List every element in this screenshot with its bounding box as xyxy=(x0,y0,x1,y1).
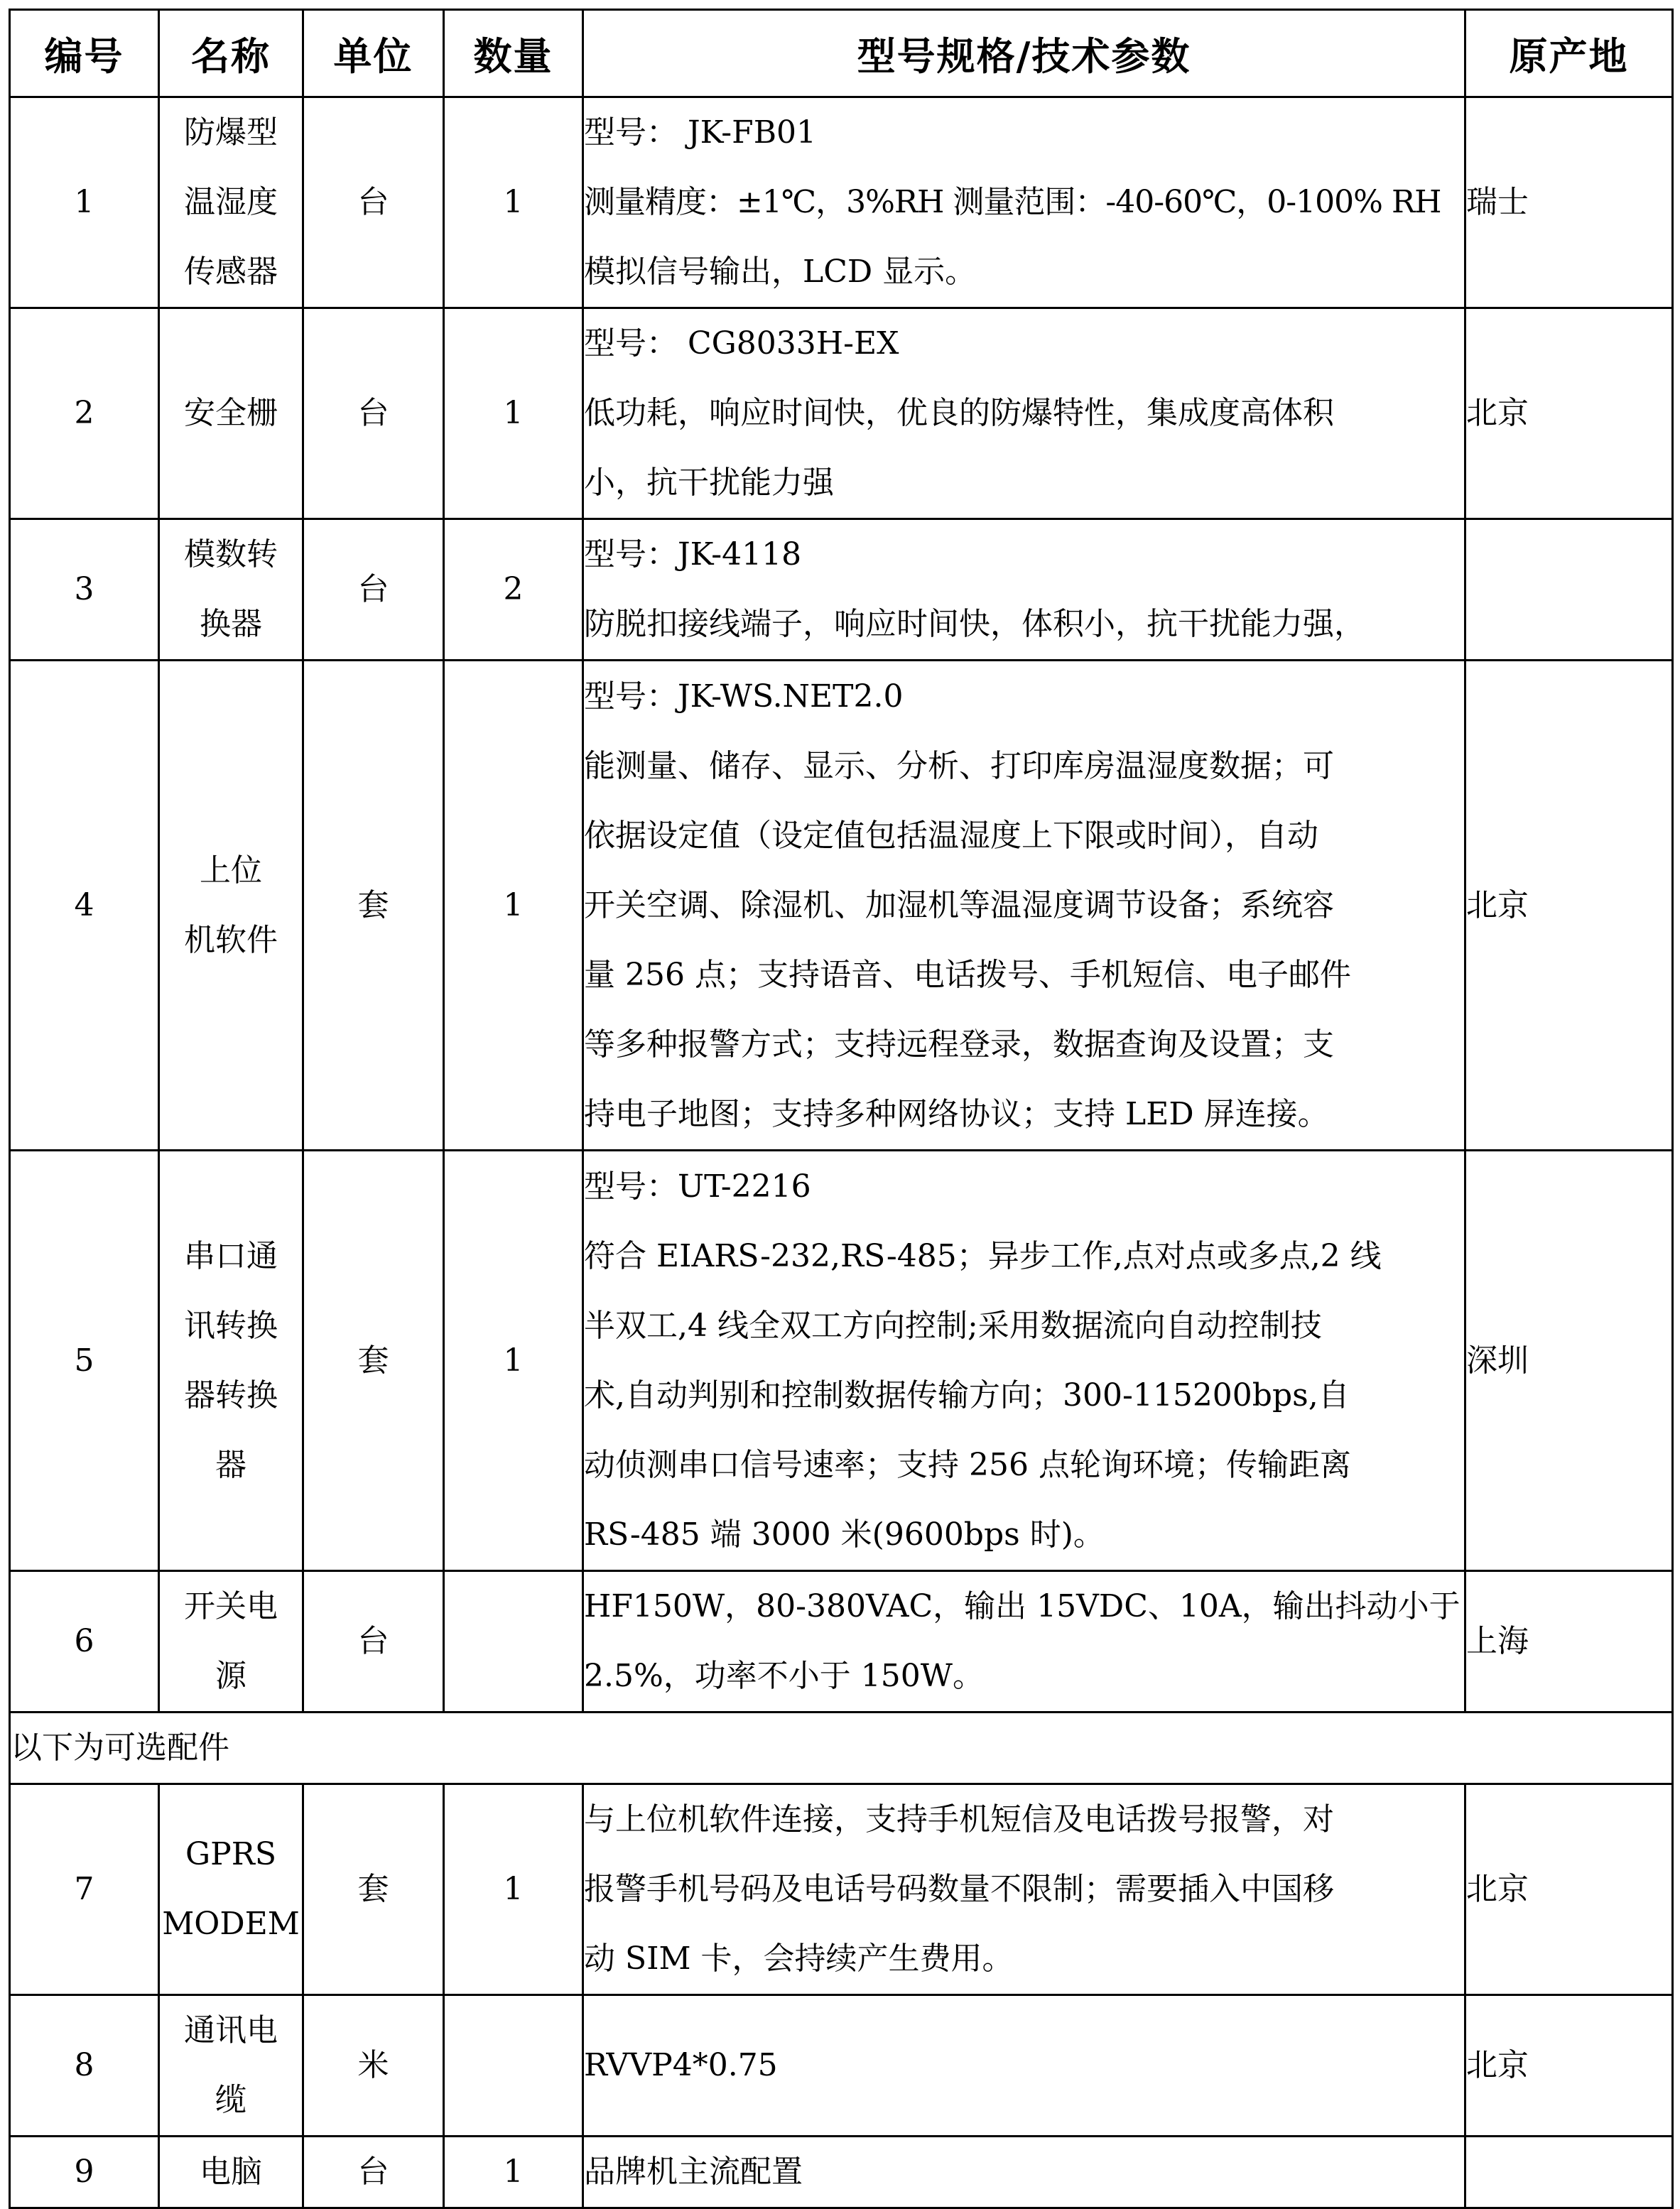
spec-line: 开关空调、除湿机、加湿机等温湿度调节设备；系统容 xyxy=(584,886,1334,923)
row-quantity xyxy=(444,1995,583,2137)
row-origin: 深圳 xyxy=(1465,1151,1673,1571)
row-quantity xyxy=(444,1571,583,1713)
table-row xyxy=(10,1784,1673,1995)
optional-accessories-label: 以下为可选配件 xyxy=(10,1713,1673,1784)
name-line: 器 xyxy=(215,1446,246,1483)
row-quantity: 1 xyxy=(444,1784,583,1995)
spec-line: 模拟信号输出，LCD 显示。 xyxy=(584,254,977,290)
row-unit: 台 xyxy=(303,519,444,661)
row-quantity: 1 xyxy=(444,308,583,519)
row-spec xyxy=(583,97,1465,308)
table-row xyxy=(10,97,1673,308)
row-number: 3 xyxy=(10,519,159,661)
spec-line: 符合 EIARS-232,RS-485；异步工作,点对点或多点,2 线 xyxy=(584,1237,1382,1274)
row-quantity: 1 xyxy=(444,661,583,1151)
table-row xyxy=(10,519,1673,661)
row-unit: 台 xyxy=(303,97,444,308)
row-unit: 套 xyxy=(303,1784,444,1995)
row-origin: 北京 xyxy=(1465,661,1673,1151)
spec-line: RVVP4*0.75 xyxy=(584,2047,778,2083)
name-line: MODEM xyxy=(162,1906,300,1942)
row-unit: 套 xyxy=(303,1151,444,1571)
row-origin xyxy=(1465,2137,1673,2208)
row-origin xyxy=(1465,519,1673,661)
header-spec: 型号规格/技术参数 xyxy=(583,10,1465,97)
spec-line: 能测量、储存、显示、分析、打印库房温湿度数据；可 xyxy=(584,747,1334,784)
spec-line: 型号： CG8033H-EX xyxy=(584,325,899,362)
row-spec xyxy=(583,1571,1465,1713)
row-name xyxy=(159,1784,303,1995)
spec-line: 动 SIM 卡，会持续产生费用。 xyxy=(584,1941,1014,1977)
spec-line: 与上位机软件连接，支持手机短信及电话拨号报警，对 xyxy=(584,1801,1334,1838)
row-number: 5 xyxy=(10,1151,159,1571)
row-quantity: 1 xyxy=(444,1151,583,1571)
row-number: 2 xyxy=(10,308,159,519)
spec-line: 等多种报警方式；支持远程登录，数据查询及设置；支 xyxy=(584,1026,1334,1063)
spec-line: 低功耗，响应时间快，优良的防爆特性，集成度高体积 xyxy=(584,395,1334,431)
spec-line: 半双工,4 线全双工方向控制;采用数据流向自动控制技 xyxy=(584,1307,1322,1344)
header-number: 编号 xyxy=(10,10,159,97)
name-line: 防爆型 xyxy=(184,114,278,151)
header-name: 名称 xyxy=(159,10,303,97)
section-row xyxy=(10,1713,1673,1784)
spec-line: 型号： JK-FB01 xyxy=(584,114,817,151)
row-name xyxy=(159,308,303,519)
name-line: 通讯电 xyxy=(184,2012,278,2048)
spec-line: 报警手机号码及电话号码数量不限制；需要插入中国移 xyxy=(584,1871,1334,1907)
row-unit: 台 xyxy=(303,308,444,519)
row-origin: 北京 xyxy=(1465,1995,1673,2137)
spec-line: 型号：JK-4118 xyxy=(584,536,802,572)
name-line: 换器 xyxy=(200,606,262,642)
spec-line: 术,自动判别和控制数据传输方向；300-115200bps,自 xyxy=(584,1377,1350,1413)
spec-line: 动侦测串口信号速率；支持 256 点轮询环境；传输距离 xyxy=(584,1446,1351,1483)
row-spec xyxy=(583,1151,1465,1571)
row-origin: 上海 xyxy=(1465,1571,1673,1713)
header-quantity: 数量 xyxy=(444,10,583,97)
table-row xyxy=(10,1995,1673,2137)
name-line: 串口通 xyxy=(184,1237,278,1274)
spec-line: 防脱扣接线端子，响应时间快，体积小，抗干扰能力强， xyxy=(584,606,1365,642)
row-quantity: 2 xyxy=(444,519,583,661)
row-spec xyxy=(583,1784,1465,1995)
name-line: 温湿度 xyxy=(184,184,278,220)
spec-line: 量 256 点；支持语音、电话拨号、手机短信、电子邮件 xyxy=(584,956,1351,993)
name-line: 电脑 xyxy=(200,2154,262,2190)
header-origin: 原产地 xyxy=(1465,10,1673,97)
equipment-spec-table xyxy=(9,9,1674,2209)
row-number: 6 xyxy=(10,1571,159,1713)
name-line: 模数转 xyxy=(184,536,278,572)
spec-line: 品牌机主流配置 xyxy=(584,2154,803,2190)
row-spec xyxy=(583,2137,1465,2208)
name-line: 开关电 xyxy=(184,1588,278,1624)
row-name xyxy=(159,1571,303,1713)
spec-line: 型号：UT-2216 xyxy=(584,1168,811,1205)
name-line: 源 xyxy=(215,1658,246,1694)
row-quantity: 1 xyxy=(444,97,583,308)
table-row xyxy=(10,1571,1673,1713)
spec-line: 型号：JK-WS.NET2.0 xyxy=(584,678,904,715)
name-line: 机软件 xyxy=(184,921,278,958)
spec-line: 持电子地图；支持多种网络协议；支持 LED 屏连接。 xyxy=(584,1095,1329,1132)
spec-line: 测量精度：±1℃，3%RH 测量范围：-40-60℃，0-100% RH xyxy=(584,184,1441,220)
spec-line: RS-485 端 3000 米(9600bps 时)。 xyxy=(584,1516,1105,1553)
row-name xyxy=(159,1151,303,1571)
row-origin: 北京 xyxy=(1465,308,1673,519)
row-origin: 北京 xyxy=(1465,1784,1673,1995)
table-header-row xyxy=(10,10,1673,97)
row-name xyxy=(159,519,303,661)
spec-line: HF150W，80-380VAC，输出 15VDC、10A，输出抖动小于 xyxy=(584,1588,1460,1624)
row-unit: 套 xyxy=(303,661,444,1151)
spec-line: 小，抗干扰能力强 xyxy=(584,465,834,501)
row-name xyxy=(159,97,303,308)
name-line: 传感器 xyxy=(184,254,278,290)
row-origin: 瑞士 xyxy=(1465,97,1673,308)
row-number: 8 xyxy=(10,1995,159,2137)
table-row xyxy=(10,1151,1673,1571)
row-quantity: 1 xyxy=(444,2137,583,2208)
name-line: GPRS xyxy=(185,1836,277,1872)
name-line: 上位 xyxy=(200,852,262,889)
spec-line: 2.5%，功率不小于 150W。 xyxy=(584,1658,984,1694)
name-line: 器转换 xyxy=(184,1377,278,1413)
row-spec xyxy=(583,1995,1465,2137)
table-row xyxy=(10,2137,1673,2208)
row-name xyxy=(159,2137,303,2208)
name-line: 安全栅 xyxy=(184,395,278,431)
row-number: 7 xyxy=(10,1784,159,1995)
row-unit: 台 xyxy=(303,2137,444,2208)
table-row xyxy=(10,661,1673,1151)
row-number: 9 xyxy=(10,2137,159,2208)
spec-line: 依据设定值（设定值包括温湿度上下限或时间），自动 xyxy=(584,817,1318,854)
row-number: 4 xyxy=(10,661,159,1151)
row-unit: 米 xyxy=(303,1995,444,2137)
name-line: 缆 xyxy=(215,2082,246,2118)
name-line: 讯转换 xyxy=(184,1307,278,1344)
row-spec xyxy=(583,661,1465,1151)
row-spec xyxy=(583,308,1465,519)
row-name xyxy=(159,1995,303,2137)
header-unit: 单位 xyxy=(303,10,444,97)
row-number: 1 xyxy=(10,97,159,308)
row-name xyxy=(159,661,303,1151)
row-spec xyxy=(583,519,1465,661)
row-unit: 台 xyxy=(303,1571,444,1713)
table-row xyxy=(10,308,1673,519)
